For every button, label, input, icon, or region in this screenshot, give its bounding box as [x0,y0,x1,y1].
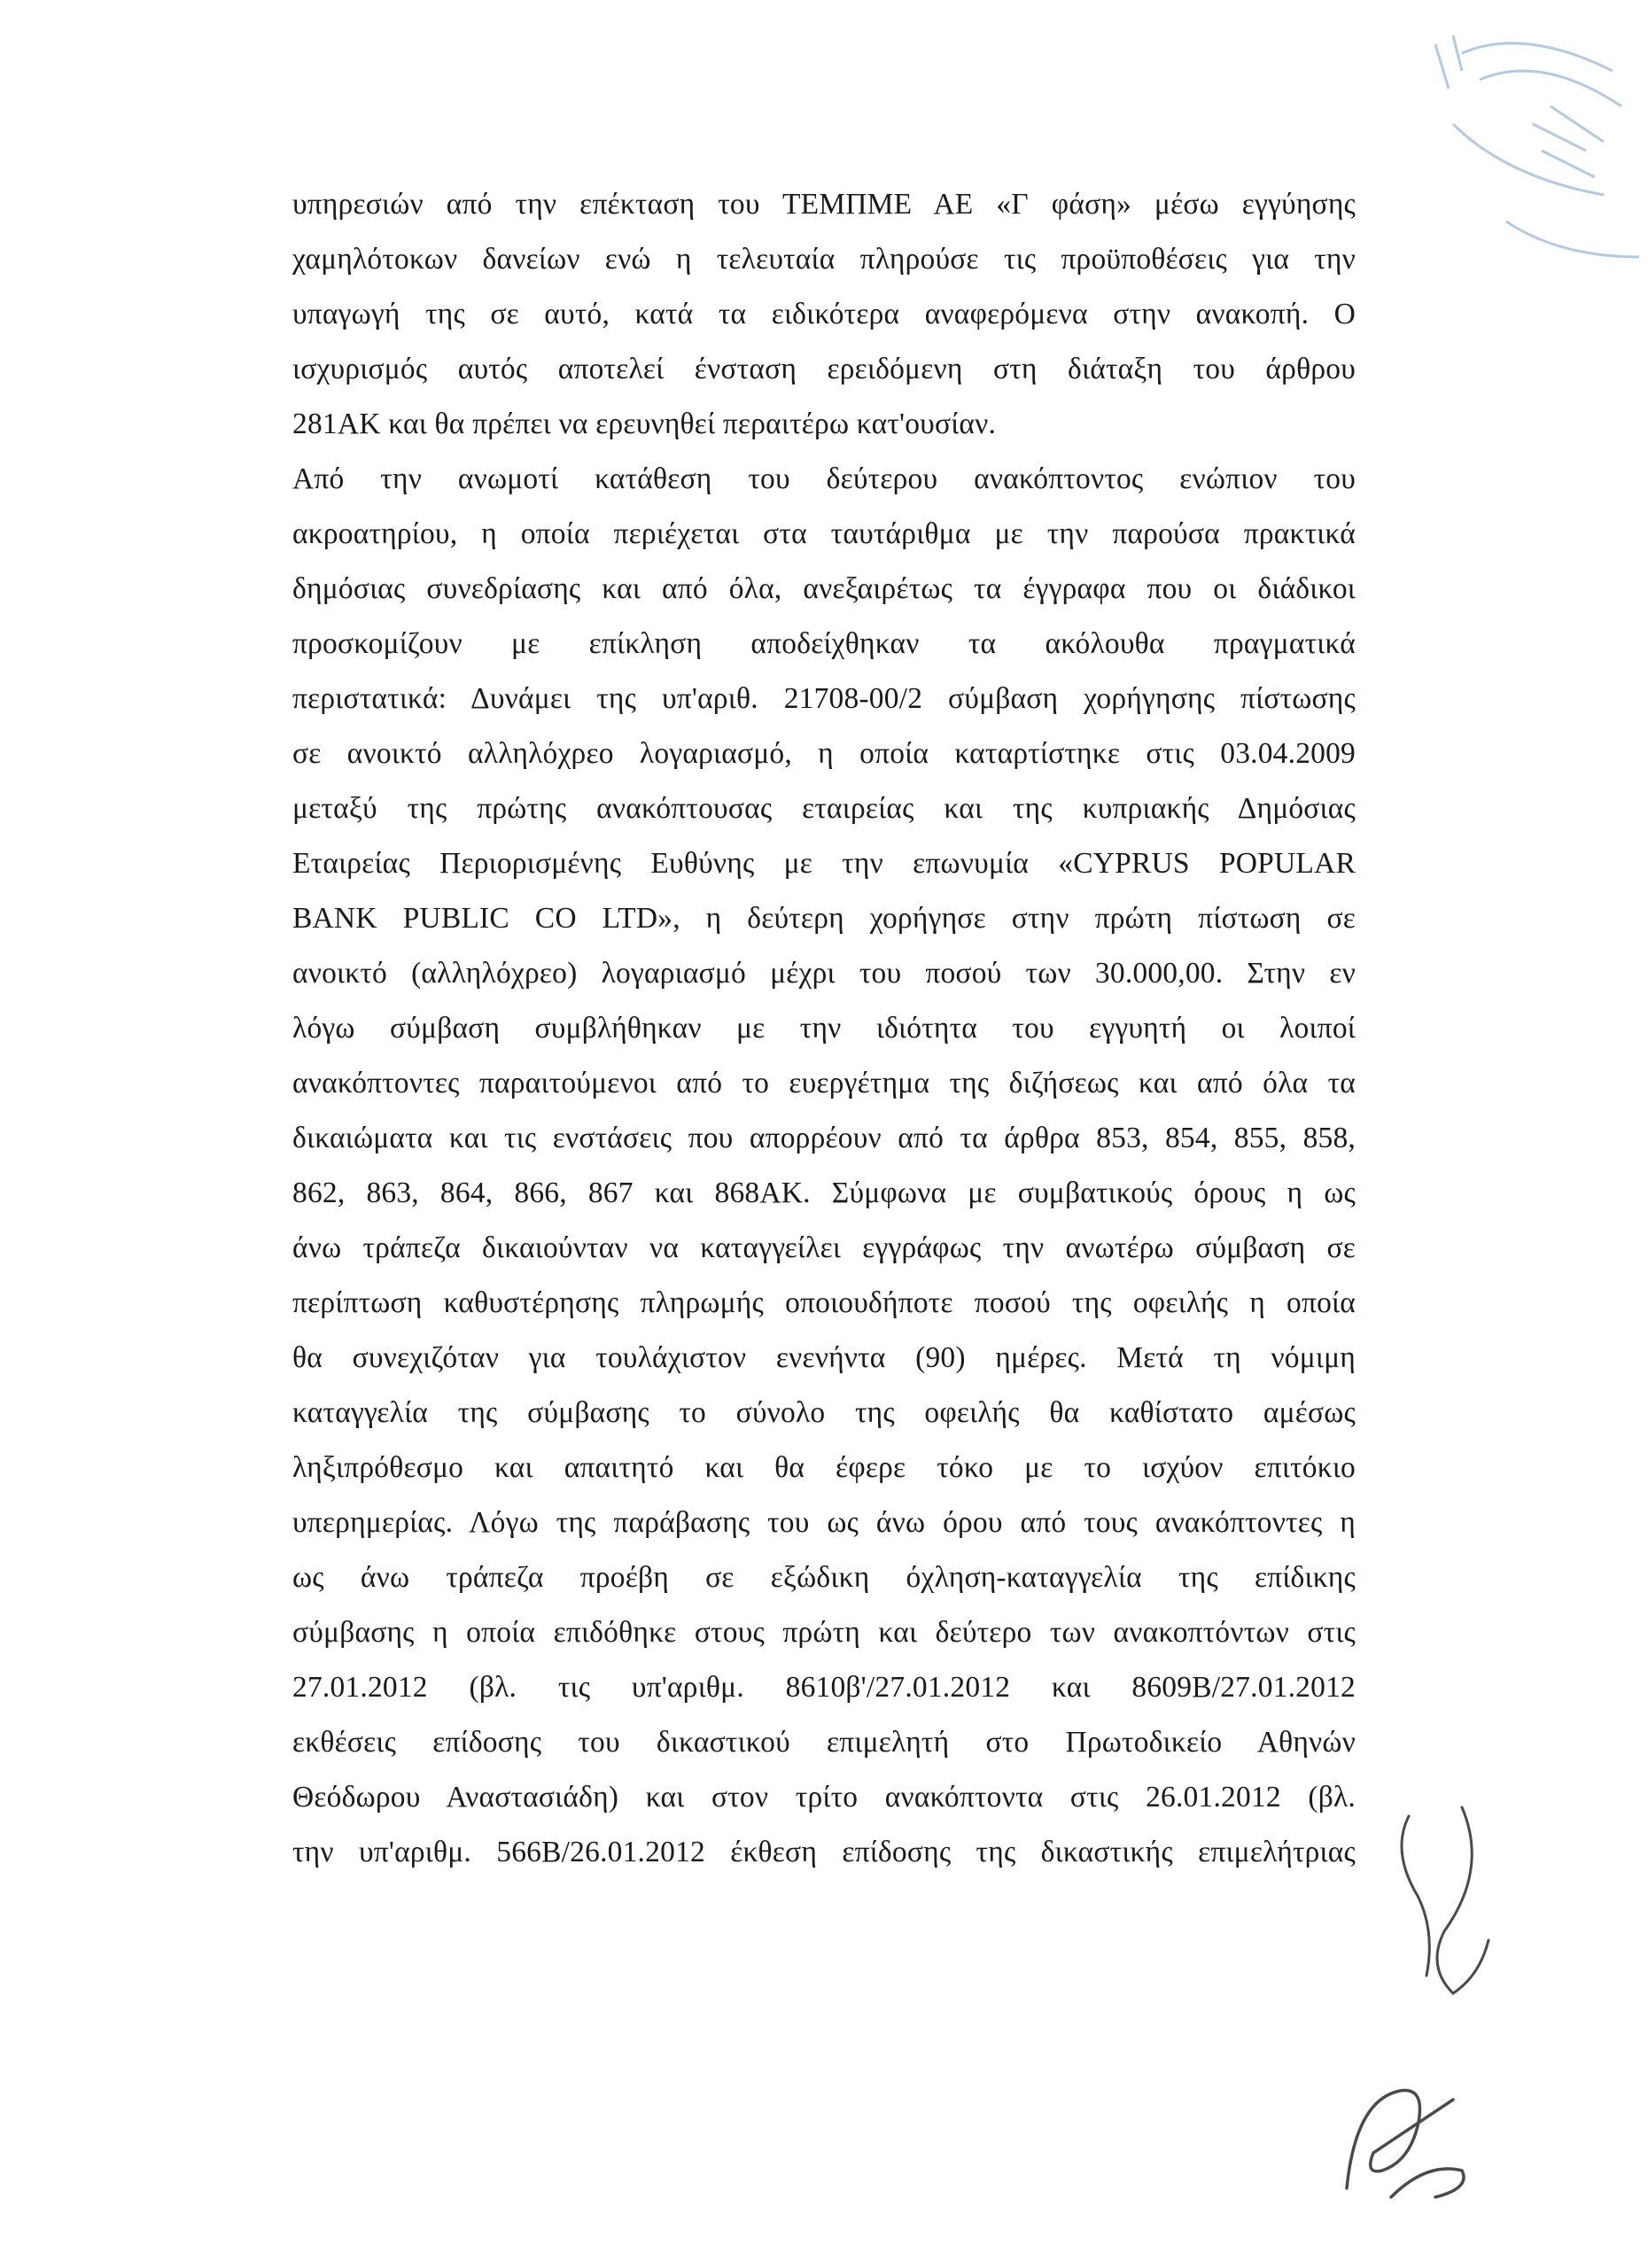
text-line: Εταιρείας Περιορισμένης Ευθύνης με την επωνυμία «CYPRUS POPULAR [292,847,1356,880]
text-line: δημόσιας συνεδρίασης και από όλα, ανεξαιρέτως τα έγγραφα που οι διάδικοι [292,572,1356,605]
text-line: προσκομίζουν με επίκληση αποδείχθηκαν τα ακόλουθα πραγματικά [292,627,1356,660]
text-line: Θεόδωρου Αναστασιάδη) και στον τρίτο ανακόπτοντα στις 26.01.2012 (βλ. [292,1781,1356,1814]
document-body [292,177,1356,1880]
text-line: υπαγωγή της σε αυτό, κατά τα ειδικότερα αναφερόμενα στην ανακοπή. Ο [292,298,1356,330]
handwritten-signature-icon [1329,2064,1480,2215]
text-line: καταγγελία της σύμβασης το σύνολο της οφειλής θα καθίστατο αμέσως [292,1396,1356,1429]
text-line: θα συνεχιζόταν για τουλάχιστον ενενήντα (90) ημέρες. Μετά τη νόμιμη [292,1341,1356,1374]
text-line: σε ανοικτό αλληλόχρεο λογαριασμό, η οποία καταρτίστηκε στις 03.04.2009 [292,737,1356,770]
text-line: χαμηλότοκων δανείων ενώ η τελευταία πληρούσε τις προϋποθέσεις για την [292,243,1356,276]
text-line: ως άνω τράπεζα προέβη σε εξώδικη όχληση-καταγγελία της επίδικης [292,1561,1356,1594]
text-line: άνω τράπεζα δικαιούνταν να καταγγείλει εγγράφως την ανωτέρω σύμβαση σε [292,1231,1356,1264]
text-line: ανοικτό (αλληλόχρεο) λογαριασμό μέχρι του ποσού των 30.000,00. Στην εν [292,957,1356,990]
text-line: εκθέσεις επίδοσης του δικαστικού επιμελητή στο Πρωτοδικείο Αθηνών [292,1726,1356,1759]
text-line: μεταξύ της πρώτης ανακόπτουσας εταιρείας και της κυπριακής Δημόσιας [292,792,1356,825]
text-line: περίπτωση καθυστέρησης πληρωμής οποιουδήποτε ποσού της οφειλής η οποία [292,1286,1356,1319]
text-line: 862, 863, 864, 866, 867 και 868ΑΚ. Σύμφωνα με συμβατικούς όρους η ως [292,1177,1356,1209]
text-line: υπηρεσιών από την επέκταση του ΤΕΜΠΜΕ ΑΕ «Γ φάση» μέσω εγγύησης [292,188,1356,221]
text-line: περιστατικά: Δυνάμει της υπ'αριθ. 21708-00/2 σύμβαση χορήγησης πίστωσης [292,682,1356,715]
text-line: ληξιπρόθεσμο και απαιτητό και θα έφερε τόκο με το ισχύον επιτόκιο [292,1451,1356,1484]
text-line: ανακόπτοντες παραιτούμενοι από το ευεργέτημα της διζήσεως και από όλα τα [292,1067,1356,1099]
text-line: 281ΑΚ και θα πρέπει να ερευνηθεί περαιτέρω κατ'ουσίαν. [292,408,997,440]
text-line: ακροατηρίου, η οποία περιέχεται στα ταυτάριθμα με την παρούσα πρακτικά [292,517,1356,550]
text-line: δικαιώματα και τις ενστάσεις που απορρέουν από τα άρθρα 853, 854, 855, 858, [292,1122,1356,1154]
text-line: λόγω σύμβαση συμβλήθηκαν με την ιδιότητα του εγγυητή οι λοιποί [292,1012,1356,1045]
text-line: υπερημερίας. Λόγω της παράβασης του ως άνω όρου από τους ανακόπτοντες η [292,1506,1356,1539]
text-line: την υπ'αριθμ. 566Β/26.01.2012 έκθεση επίδοσης της δικαστικής επιμελήτριας [292,1836,1356,1868]
text-line: σύμβασης η οποία επιδόθηκε στους πρώτη και δεύτερο των ανακοπτόντων στις [292,1616,1356,1649]
text-line: 27.01.2012 (βλ. τις υπ'αριθμ. 8610β'/27.01.2012 και 8609Β/27.01.2012 [292,1671,1356,1704]
text-line: ισχυρισμός αυτός αποτελεί ένσταση ερειδόμενη στη διάταξη του άρθρου [292,353,1356,385]
handwritten-initial-icon [1382,1798,1506,2011]
text-line: Από την ανωμοτί κατάθεση του δεύτερου ανακόπτοντος ενώπιον του [292,462,1356,495]
text-line: BANK PUBLIC CO LTD», η δεύτερη χορήγησε στην πρώτη πίστωση σε [292,902,1356,935]
official-stamp-icon [1400,18,1648,284]
